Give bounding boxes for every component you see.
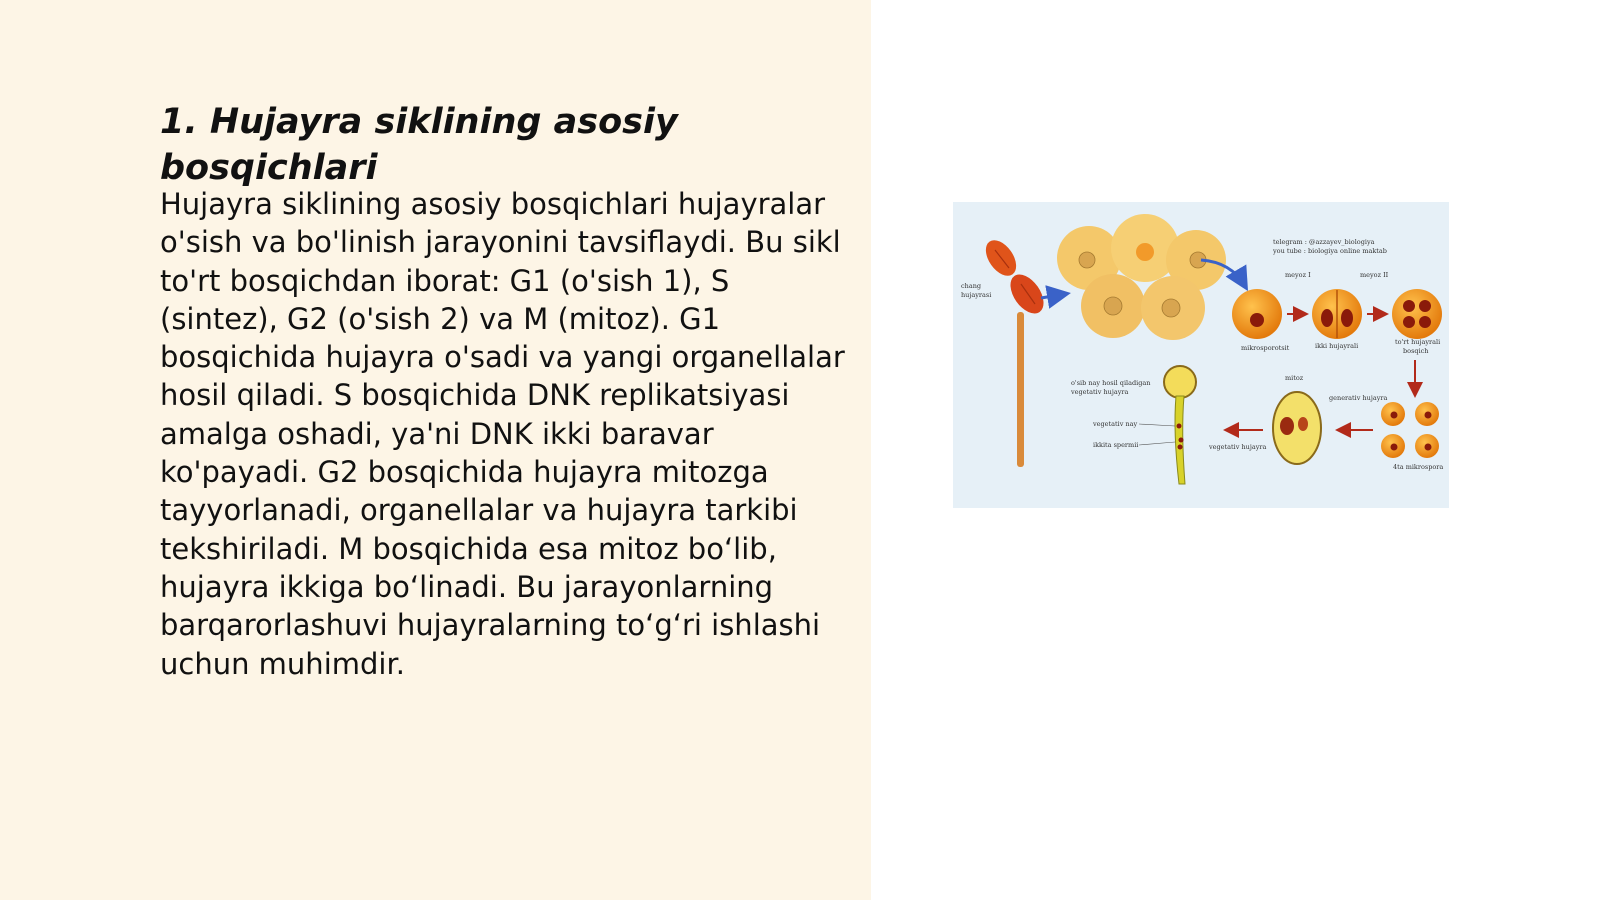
label-mitoz: mitoz bbox=[1285, 374, 1304, 382]
four-microspores-illustration bbox=[1381, 402, 1439, 458]
label-osib-nay-2: vegetativ hujayra bbox=[1071, 388, 1129, 396]
four-cell-stage-illustration bbox=[1392, 289, 1442, 339]
label-vegetativ-nay: vegetativ nay bbox=[1093, 420, 1138, 428]
label-chang: chang bbox=[961, 282, 982, 290]
label-ikki-hujayrali: ikki hujayrali bbox=[1315, 342, 1359, 350]
slide-title: 1. Hujayra siklining asosiy bosqichlari bbox=[160, 102, 678, 188]
label-mikrospora: 4ta mikrospora bbox=[1393, 463, 1444, 471]
label-tort-hujayrali: to'rt hujayrali bbox=[1395, 338, 1441, 346]
label-ikkita-spermii: ikkita spermii bbox=[1093, 441, 1139, 449]
slide-body: Hujayra siklining asosiy bosqichlari hujayralar o'sish va bo'linish jarayonini tavsiflaydi. Bu sikl to'rt bosqichdan iborat: G1 (o'sish 1), S (sintez), G2 (o'sish 2) va M (mitoz). G1 bosqichida hujayra o'sadi va yangi organellalar hosil qiladi. S bosqichida DNK replikatsiyasi amalga oshadi, ya'ni DNK ikki baravar ko'payadi. G2 bosqichida hujayra mitozga tayyorlanadi, organellalar va hujayra tarkibi tekshiriladi. M bosqichida esa mitoz bo‘lib, hujayra ikkiga bo‘linadi. Bu jarayonlarning barqarorlashuvi hujayralarning to‘g‘ri ishlashi uchun muhimdir. bbox=[160, 187, 845, 681]
pollen-grain-illustration bbox=[1273, 392, 1321, 464]
stamen-illustration bbox=[980, 235, 1051, 467]
label-osib-nay-1: o'sib nay hosil qiladigan bbox=[1071, 379, 1151, 387]
label-meyoz-1: meyoz I bbox=[1285, 271, 1311, 279]
pollen-development-diagram bbox=[953, 202, 1449, 508]
microsporocyte-illustration bbox=[1232, 289, 1282, 339]
label-mikrosporotsit: mikrosporotsit bbox=[1241, 344, 1290, 352]
label-meyoz-2: meyoz II bbox=[1360, 271, 1389, 279]
two-cell-stage-illustration bbox=[1312, 289, 1362, 339]
label-telegram: telegram : @azzayev_biologiya bbox=[1273, 238, 1375, 246]
pollen-tube-illustration bbox=[1164, 366, 1196, 484]
label-youtube: you tube : biologiya online maktab bbox=[1273, 247, 1387, 255]
label-hujayrasi: hujayrasi bbox=[961, 291, 992, 299]
label-bosqich: bosqich bbox=[1403, 347, 1429, 355]
label-vegetativ-hujayra: vegetativ hujayra bbox=[1209, 443, 1267, 451]
anther-tissue-illustration bbox=[1057, 214, 1226, 340]
label-generativ: generativ hujayra bbox=[1329, 394, 1388, 402]
